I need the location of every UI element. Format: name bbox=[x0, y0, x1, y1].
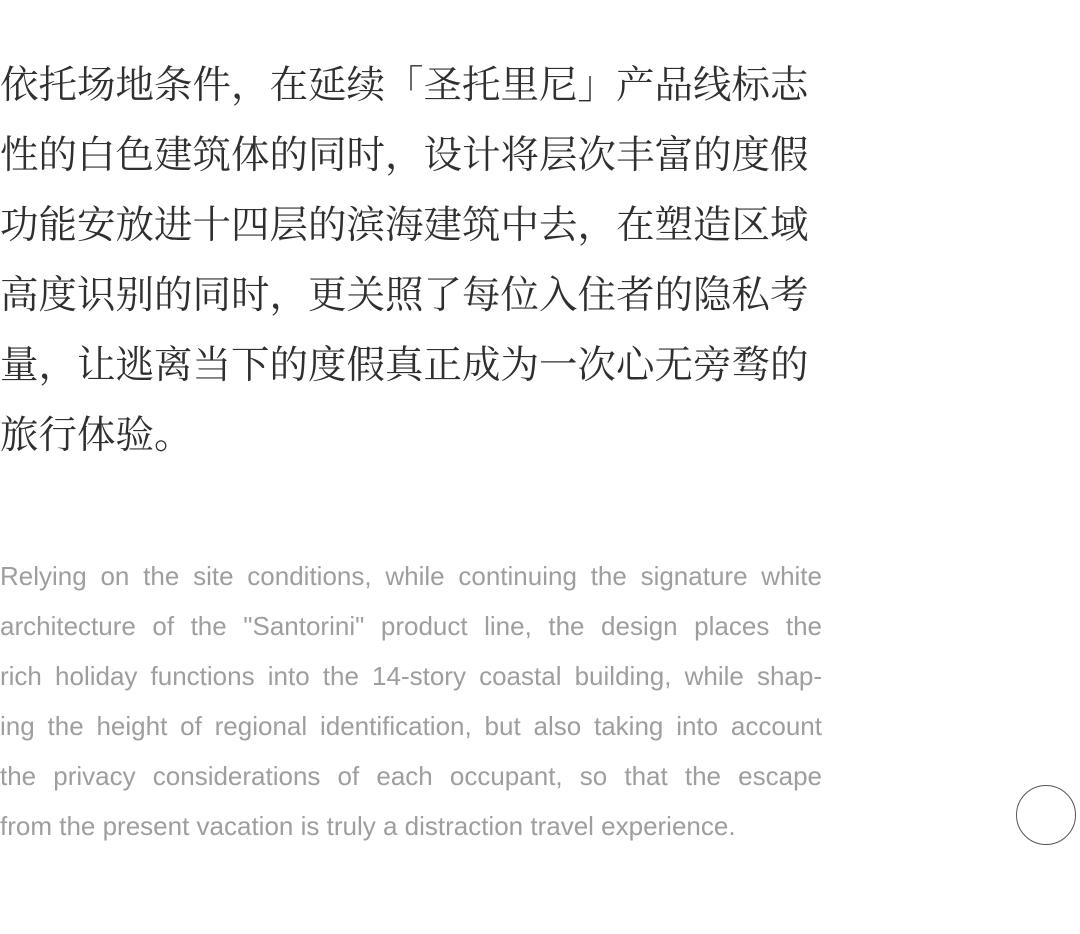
chinese-line: 量，让逃离当下的度假真正成为一次心无旁骛的 bbox=[0, 343, 809, 388]
english-line: ing the height of regional identification, but also taking into account bbox=[0, 711, 822, 741]
english-line: rich holiday functions into the 14-story coastal building, while shap- bbox=[0, 661, 822, 691]
chinese-paragraph bbox=[0, 51, 822, 471]
circle-outline-icon[interactable] bbox=[1016, 785, 1076, 845]
english-line: the privacy considerations of each occupant, so that the escape bbox=[0, 761, 822, 791]
chinese-line: 高度识别的同时，更关照了每位入住者的隐私考 bbox=[0, 273, 809, 318]
english-line: architecture of the "Santorini" product line, the design places the bbox=[0, 611, 822, 641]
chinese-line: 依托场地条件，在延续「圣托里尼」产品线标志 bbox=[0, 63, 809, 108]
english-line: from the present vacation is truly a distraction travel experience. bbox=[0, 811, 736, 841]
english-paragraph bbox=[0, 551, 822, 851]
chinese-line: 性的白色建筑体的同时，设计将层次丰富的度假 bbox=[0, 133, 809, 178]
chinese-line: 功能安放进十四层的滨海建筑中去，在塑造区域 bbox=[0, 203, 809, 248]
chinese-line: 旅行体验。 bbox=[0, 413, 193, 458]
english-line: Relying on the site conditions, while continuing the signature white bbox=[0, 561, 822, 591]
